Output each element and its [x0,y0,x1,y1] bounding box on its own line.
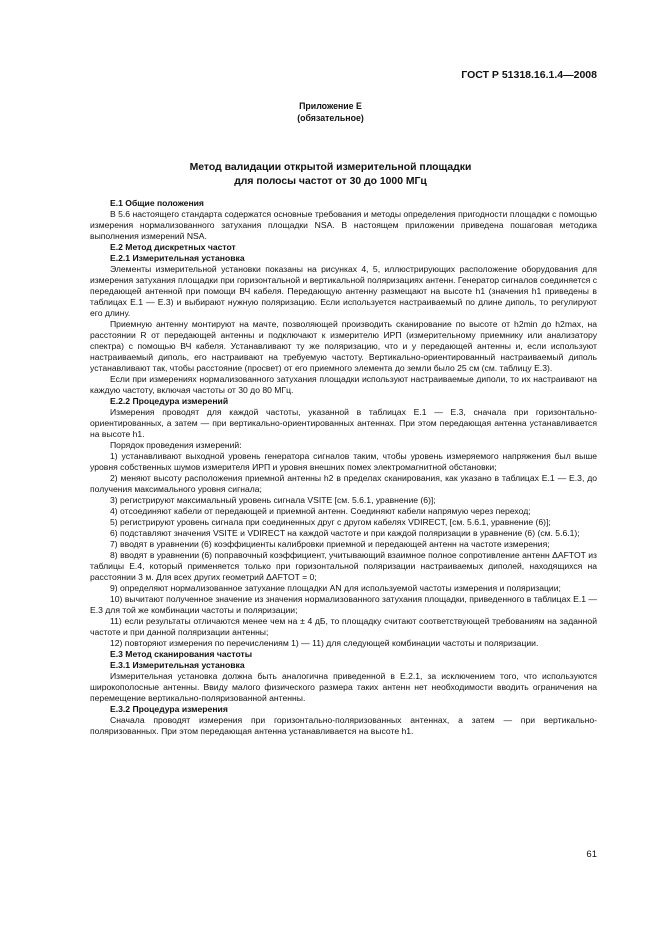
annex-label: Приложение Е [299,101,362,111]
paragraph: Сначала проводят измерения при горизонтально-поляризованных антеннах, а затем — при вертикально-поляризованных. При этом передающая антенна устанавливается на высоте h1. [90,715,597,736]
section-heading: Е.2 Метод дискретных частот [110,242,236,252]
list-item: 8) вводят в уравнении (6) поправочный коэффициент, учитывающий взаимное полное сопротивление антенн ΔAFTOT из таблицы Е.4, который применяется только при горизонтальной поляризации настраиваемых диполей, находящихся на расстоянии 3 м. Для всех других геометрий ΔAFTOT = 0; [90,550,597,582]
annex-status: (обязательное) [297,113,364,123]
list-item: 4) отсоединяют кабели от передающей и приемной антенн. Соединяют кабели напрямую через переход; [110,506,531,516]
paragraph: Измерения проводят для каждой частоты, указанной в таблицах Е.1 — Е.3, сначала при горизонтально-ориентированных, а затем — при вертикально-ориентированных антеннах. При этом передающая антенна устанавливается на высоте h1. [90,407,597,439]
list-item: 3) регистрируют максимальный уровень сигнала VSITE [см. 5.6.1, уравнение (6)]; [110,495,436,505]
list-item: 12) повторяют измерения по перечислениям 1) — 11) для следующей комбинации частоты и поляризации. [110,638,539,648]
list-item: 7) вводят в уравнении (6) коэффициенты калибровки приемной и передающей антенн на частоте измерения; [110,539,550,549]
title-line-2: для полосы частот от 30 до 1000 МГц [234,176,427,187]
list-item: 9) определяют нормализованное затухание площадки AN для используемой частоты измерения и поляризации; [110,583,561,593]
standard-code: ГОСТ Р 51318.16.1.4—2008 [461,69,597,81]
section-heading: Е.1 Общие положения [110,198,204,208]
paragraph: В 5.6 настоящего стандарта содержатся основные требования и методы определения пригодности площадки с помощью измерения нормализованного затухания площадки NSA. В настоящем приложении приведена пошаговая методика выполнения измерений NSA. [90,209,597,241]
title-line-1: Метод валидации открытой измерительной площадки [189,162,472,173]
subsection-heading: Е.3.2 Процедура измерения [110,704,228,714]
paragraph: Элементы измерительной установки показаны на рисунках 4, 5, иллюстрирующих расположение оборудования для измерения затухания площадки при горизонтальной и вертикальной поляризациях антенн. Генератор сигналов соединяется с передающей антенной при помощи ВЧ кабеля. Передающую антенну размещают на высоте h1 (значения h1 приведены в таблицах Е.1 — Е.3) и выбирают нужную поляризацию. Если используется настраиваемый по длине диполь, то регулируют его длину. [90,264,597,318]
section-heading: Е.3 Метод сканирования частоты [110,649,253,659]
subsection-heading: Е.2.1 Измерительная установка [110,253,245,263]
subsection-heading: Е.3.1 Измерительная установка [110,660,245,670]
list-item: 11) если результаты отличаются менее чем на ± 4 дБ, то площадку считают соответствующей требованиям на заданной частоте и при данной поляризации антенны; [90,616,597,637]
document-body [90,198,597,737]
list-item: 6) подставляют значения VSITE и VDIRECT на каждой частоте и при каждой поляризации в уравнение (6) (см. 5.6.1); [110,528,580,538]
list-item: 1) устанавливают выходной уровень генератора сигналов таким, чтобы уровень измеряемого напряжения был выше уровня собственных шумов измерителя ИРП и уровня внешних помех электромагнитной обстановки; [90,451,597,472]
list-item: 2) меняют высоту расположения приемной антенны h2 в пределах сканирования, как указано в таблицах Е.1 — Е.3, до получения максимального уровня сигнала; [90,473,597,494]
document-title [0,161,661,189]
list-item: 10) вычитают полученное значение из значения нормализованного затухания площадки, приведенного в таблицах Е.1 — Е.3 для той же комбинации частоты и поляризации; [90,594,597,615]
page-number: 61 [586,849,597,860]
list-item: 5) регистрируют уровень сигнала при соединенных друг с другом кабелях VDIRECT, [см. 5.6.1, уравнение (6)]; [110,517,551,527]
annex-heading [0,100,661,124]
paragraph: Порядок проведения измерений: [110,440,242,450]
paragraph: Приемную антенну монтируют на мачте, позволяющей производить сканирование по высоте от h2min до h2max, на расстоянии R от передающей антенны и подключают к измерителю ИРП (измерительному приемнику или анализатору спектра) с помощью ВЧ кабеля. Устанавливают ту же поляризацию, что и у передающей антенны и, если используют настраиваемый диполь, его настраивают на требуемую частоту. Вертикально-ориентированный настраиваемый диполь устанавливают так, чтобы расстояние (просвет) от его приемного элемента до земли было 25 см (см. таблицу Е.3). [90,319,597,373]
subsection-heading: Е.2.2 Процедура измерений [110,396,229,406]
paragraph: Измерительная установка должна быть аналогична приведенной в Е.2.1, за исключением того, что используются широкополосные антенны. Ввиду малого физического размера таких антенн нет необходимости вводить ограничения на перемещение вертикально-поляризованной антенны. [90,671,597,703]
paragraph: Если при измерениях нормализованного затухания площадки используют настраиваемые диполи, то их настраивают на каждую частоту, включая частоты от 30 до 80 МГц. [90,374,597,395]
